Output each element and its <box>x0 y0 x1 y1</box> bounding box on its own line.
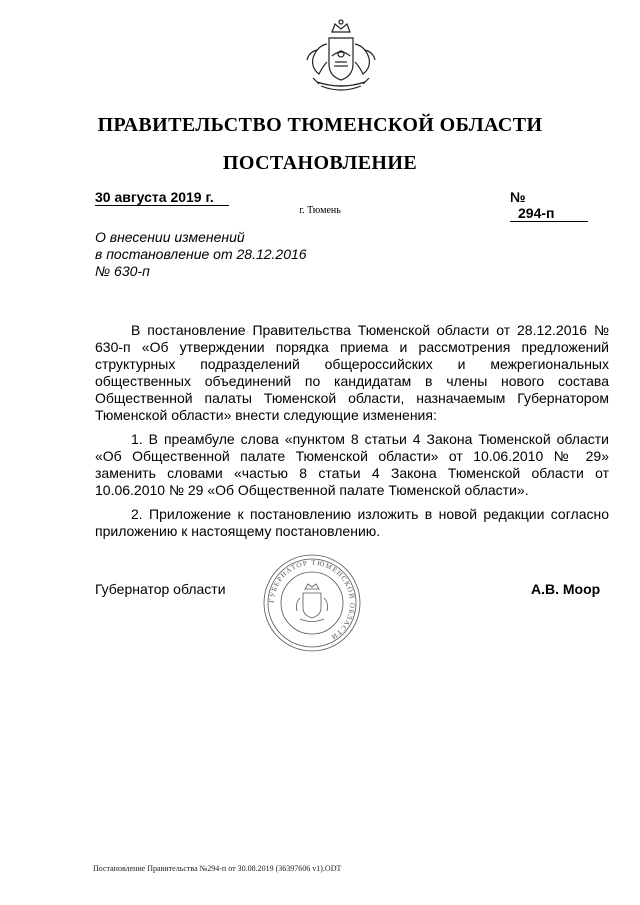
body-paragraph: 1. В преамбуле слова «пунктом 8 статьи 4 Закона Тюменской области «Об Общественной палате Тюменской области» от 10.06.2010 № 29» заменить словами «частью 8 статьи 4 Закона Тюменской области от 10.06.2010 № 29 «Об Общественной палате Тюменской области». <box>95 431 609 498</box>
document-type: ПОСТАНОВЛЕНИЕ <box>222 152 418 174</box>
seal-text: ГУБЕРНАТОР ТЮМЕНСКОЙ ОБЛАСТИ <box>267 558 357 642</box>
document-date: 30 августа 2019 г. <box>95 189 229 206</box>
body-paragraph: 2. Приложение к постановлению изложить в новой редакции согласно приложению к настоящему постановлению. <box>95 506 609 539</box>
city: г. Тюмень <box>299 205 341 216</box>
document-subject <box>95 229 307 280</box>
subject-line: в постановление от 28.12.2016 <box>95 246 307 262</box>
document-number: 294-п <box>510 205 588 222</box>
subject-line: № 630-п <box>95 263 150 279</box>
body-paragraph: В постановление Правительства Тюменской области от 28.12.2016 № 630-п «Об утверждении порядка приема и рассмотрения предложений структурных подразделений общероссийских и межрегиональных общественных объединений по кандидатам в члены нового состава Общественной палаты Тюменской области, назначаемым Губернатором Тюменской области» внести следующие изменения: <box>95 322 609 423</box>
document-body <box>95 322 609 547</box>
government-title: ПРАВИТЕЛЬСТВО ТЮМЕНСКОЙ ОБЛАСТИ <box>97 114 543 136</box>
signer-name: А.В. Моор <box>531 581 601 597</box>
coat-of-arms-icon <box>299 16 383 100</box>
signer-title: Губернатор области <box>95 581 226 597</box>
number-sign: № <box>510 189 526 205</box>
official-seal-icon <box>262 553 362 653</box>
footer-file-info: Постановление Правительства №294-п от 30.08.2019 (36397606 v1).ODT <box>93 864 342 873</box>
subject-line: О внесении изменений <box>95 229 245 245</box>
